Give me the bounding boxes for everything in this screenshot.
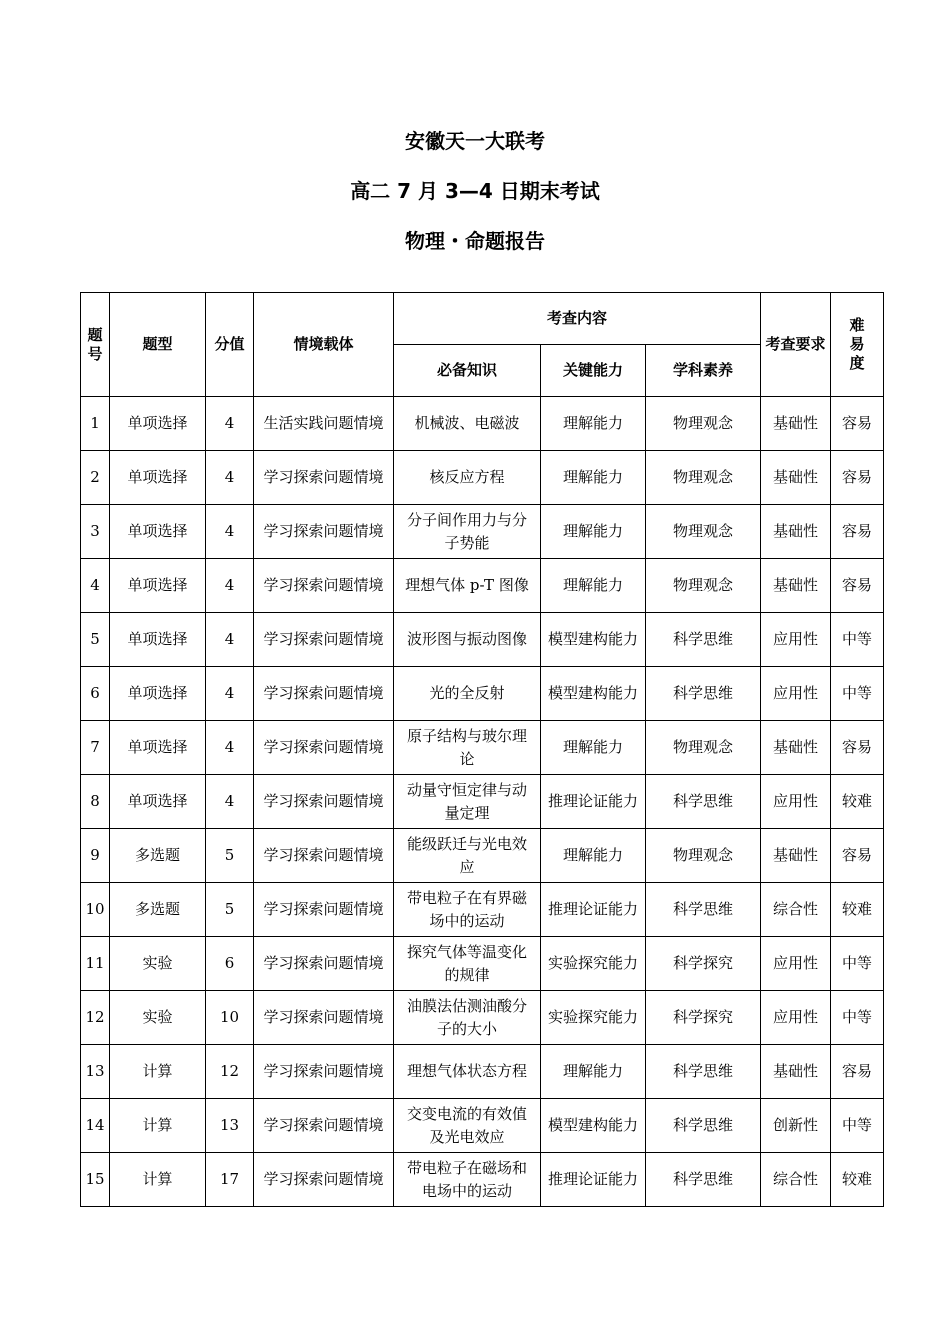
cell-difficulty: 容易: [831, 1045, 884, 1099]
cell-type: 单项选择: [110, 775, 206, 829]
header-score: 分值: [206, 293, 254, 397]
table-row: [81, 1099, 884, 1153]
cell-requirement: 基础性: [761, 397, 831, 451]
cell-knowledge: 油膜法估测油酸分子的大小: [394, 991, 541, 1045]
cell-difficulty: 中等: [831, 667, 884, 721]
table-row: [81, 667, 884, 721]
cell-ability: 实验探究能力: [541, 991, 646, 1045]
header-context: 情境载体: [254, 293, 394, 397]
cell-knowledge: 动量守恒定律与动量定理: [394, 775, 541, 829]
cell-requirement: 应用性: [761, 667, 831, 721]
header-literacy: 学科素养: [646, 345, 761, 397]
cell-difficulty: 中等: [831, 613, 884, 667]
cell-context: 学习探索问题情境: [254, 721, 394, 775]
cell-requirement: 基础性: [761, 1045, 831, 1099]
cell-requirement: 应用性: [761, 775, 831, 829]
cell-difficulty: 较难: [831, 775, 884, 829]
cell-num: 11: [81, 937, 110, 991]
cell-difficulty: 较难: [831, 1153, 884, 1207]
cell-type: 单项选择: [110, 451, 206, 505]
cell-literacy: 科学思维: [646, 613, 761, 667]
table-row: [81, 991, 884, 1045]
cell-difficulty: 中等: [831, 937, 884, 991]
cell-score: 17: [206, 1153, 254, 1207]
cell-score: 6: [206, 937, 254, 991]
cell-literacy: 科学探究: [646, 991, 761, 1045]
table-row: [81, 721, 884, 775]
cell-ability: 推理论证能力: [541, 1153, 646, 1207]
cell-difficulty: 容易: [831, 559, 884, 613]
cell-context: 学习探索问题情境: [254, 667, 394, 721]
cell-num: 8: [81, 775, 110, 829]
header-num: 题号: [81, 293, 110, 397]
cell-score: 4: [206, 397, 254, 451]
cell-context: 学习探索问题情境: [254, 883, 394, 937]
cell-num: 14: [81, 1099, 110, 1153]
cell-type: 实验: [110, 937, 206, 991]
table-row: [81, 775, 884, 829]
header-knowledge: 必备知识: [394, 345, 541, 397]
cell-difficulty: 中等: [831, 991, 884, 1045]
cell-score: 4: [206, 613, 254, 667]
cell-literacy: 物理观念: [646, 505, 761, 559]
cell-ability: 推理论证能力: [541, 775, 646, 829]
cell-context: 学习探索问题情境: [254, 559, 394, 613]
cell-ability: 理解能力: [541, 559, 646, 613]
cell-literacy: 物理观念: [646, 451, 761, 505]
cell-difficulty: 较难: [831, 883, 884, 937]
cell-ability: 理解能力: [541, 505, 646, 559]
table-row: [81, 1045, 884, 1099]
cell-ability: 理解能力: [541, 1045, 646, 1099]
cell-score: 4: [206, 721, 254, 775]
cell-score: 5: [206, 829, 254, 883]
cell-literacy: 物理观念: [646, 829, 761, 883]
cell-requirement: 基础性: [761, 451, 831, 505]
cell-num: 9: [81, 829, 110, 883]
table-row: [81, 883, 884, 937]
report-title-line1: 安徽天一大联考: [405, 129, 545, 153]
cell-literacy: 物理观念: [646, 559, 761, 613]
cell-difficulty: 容易: [831, 397, 884, 451]
cell-score: 13: [206, 1099, 254, 1153]
cell-literacy: 科学思维: [646, 1045, 761, 1099]
cell-knowledge: 理想气体 p-T 图像: [394, 559, 541, 613]
cell-knowledge: 带电粒子在有界磁场中的运动: [394, 883, 541, 937]
cell-context: 学习探索问题情境: [254, 505, 394, 559]
cell-type: 多选题: [110, 883, 206, 937]
cell-num: 1: [81, 397, 110, 451]
cell-knowledge: 波形图与振动图像: [394, 613, 541, 667]
cell-type: 单项选择: [110, 667, 206, 721]
cell-type: 多选题: [110, 829, 206, 883]
cell-score: 4: [206, 505, 254, 559]
cell-score: 4: [206, 667, 254, 721]
cell-literacy: 科学思维: [646, 775, 761, 829]
cell-ability: 理解能力: [541, 721, 646, 775]
cell-type: 单项选择: [110, 721, 206, 775]
cell-num: 2: [81, 451, 110, 505]
cell-type: 单项选择: [110, 559, 206, 613]
cell-context: 生活实践问题情境: [254, 397, 394, 451]
cell-context: 学习探索问题情境: [254, 1153, 394, 1207]
cell-context: 学习探索问题情境: [254, 991, 394, 1045]
cell-knowledge: 理想气体状态方程: [394, 1045, 541, 1099]
cell-literacy: 物理观念: [646, 397, 761, 451]
cell-type: 单项选择: [110, 613, 206, 667]
cell-requirement: 综合性: [761, 1153, 831, 1207]
cell-num: 7: [81, 721, 110, 775]
cell-ability: 理解能力: [541, 451, 646, 505]
header-requirement: 考查要求: [761, 293, 831, 397]
cell-context: 学习探索问题情境: [254, 451, 394, 505]
cell-ability: 模型建构能力: [541, 613, 646, 667]
cell-num: 6: [81, 667, 110, 721]
cell-score: 12: [206, 1045, 254, 1099]
header-type: 题型: [110, 293, 206, 397]
cell-context: 学习探索问题情境: [254, 1099, 394, 1153]
cell-requirement: 基础性: [761, 559, 831, 613]
cell-difficulty: 容易: [831, 829, 884, 883]
cell-requirement: 基础性: [761, 505, 831, 559]
header-difficulty: 难易度: [831, 293, 884, 397]
table-row: [81, 613, 884, 667]
table-row: [81, 505, 884, 559]
cell-requirement: 创新性: [761, 1099, 831, 1153]
cell-type: 计算: [110, 1045, 206, 1099]
cell-requirement: 应用性: [761, 613, 831, 667]
cell-context: 学习探索问题情境: [254, 1045, 394, 1099]
cell-literacy: 物理观念: [646, 721, 761, 775]
cell-literacy: 科学思维: [646, 1099, 761, 1153]
cell-knowledge: 带电粒子在磁场和电场中的运动: [394, 1153, 541, 1207]
cell-num: 10: [81, 883, 110, 937]
cell-ability: 模型建构能力: [541, 1099, 646, 1153]
cell-type: 计算: [110, 1153, 206, 1207]
header-ability: 关键能力: [541, 345, 646, 397]
table-row: [81, 559, 884, 613]
cell-score: 4: [206, 559, 254, 613]
cell-ability: 理解能力: [541, 829, 646, 883]
report-title-line3: 物理・命题报告: [405, 229, 545, 253]
cell-knowledge: 核反应方程: [394, 451, 541, 505]
cell-requirement: 基础性: [761, 829, 831, 883]
cell-num: 15: [81, 1153, 110, 1207]
cell-difficulty: 容易: [831, 505, 884, 559]
cell-type: 实验: [110, 991, 206, 1045]
cell-context: 学习探索问题情境: [254, 937, 394, 991]
cell-knowledge: 交变电流的有效值及光电效应: [394, 1099, 541, 1153]
cell-score: 10: [206, 991, 254, 1045]
cell-literacy: 科学探究: [646, 937, 761, 991]
cell-requirement: 应用性: [761, 991, 831, 1045]
table-body: [81, 397, 884, 1207]
cell-requirement: 应用性: [761, 937, 831, 991]
cell-knowledge: 光的全反射: [394, 667, 541, 721]
cell-difficulty: 容易: [831, 721, 884, 775]
cell-literacy: 科学思维: [646, 667, 761, 721]
cell-knowledge: 机械波、电磁波: [394, 397, 541, 451]
cell-ability: 模型建构能力: [541, 667, 646, 721]
cell-knowledge: 探究气体等温变化的规律: [394, 937, 541, 991]
cell-num: 12: [81, 991, 110, 1045]
cell-score: 5: [206, 883, 254, 937]
cell-type: 单项选择: [110, 505, 206, 559]
table-row: [81, 451, 884, 505]
cell-num: 4: [81, 559, 110, 613]
cell-literacy: 科学思维: [646, 883, 761, 937]
cell-knowledge: 分子间作用力与分子势能: [394, 505, 541, 559]
cell-num: 5: [81, 613, 110, 667]
cell-ability: 推理论证能力: [541, 883, 646, 937]
cell-knowledge: 能级跃迁与光电效应: [394, 829, 541, 883]
exam-report-table: [80, 292, 884, 1207]
cell-difficulty: 容易: [831, 451, 884, 505]
cell-difficulty: 中等: [831, 1099, 884, 1153]
cell-requirement: 基础性: [761, 721, 831, 775]
cell-num: 13: [81, 1045, 110, 1099]
cell-context: 学习探索问题情境: [254, 829, 394, 883]
table-row: [81, 937, 884, 991]
table-row: [81, 829, 884, 883]
cell-type: 单项选择: [110, 397, 206, 451]
cell-num: 3: [81, 505, 110, 559]
table-row: [81, 397, 884, 451]
cell-context: 学习探索问题情境: [254, 775, 394, 829]
cell-literacy: 科学思维: [646, 1153, 761, 1207]
report-title-line2: 高二 7 月 3—4 日期末考试: [350, 179, 600, 203]
cell-ability: 实验探究能力: [541, 937, 646, 991]
cell-score: 4: [206, 775, 254, 829]
cell-requirement: 综合性: [761, 883, 831, 937]
cell-score: 4: [206, 451, 254, 505]
cell-type: 计算: [110, 1099, 206, 1153]
cell-knowledge: 原子结构与玻尔理论: [394, 721, 541, 775]
cell-ability: 理解能力: [541, 397, 646, 451]
table-row: [81, 1153, 884, 1207]
header-content-group: 考查内容: [394, 293, 761, 345]
cell-context: 学习探索问题情境: [254, 613, 394, 667]
